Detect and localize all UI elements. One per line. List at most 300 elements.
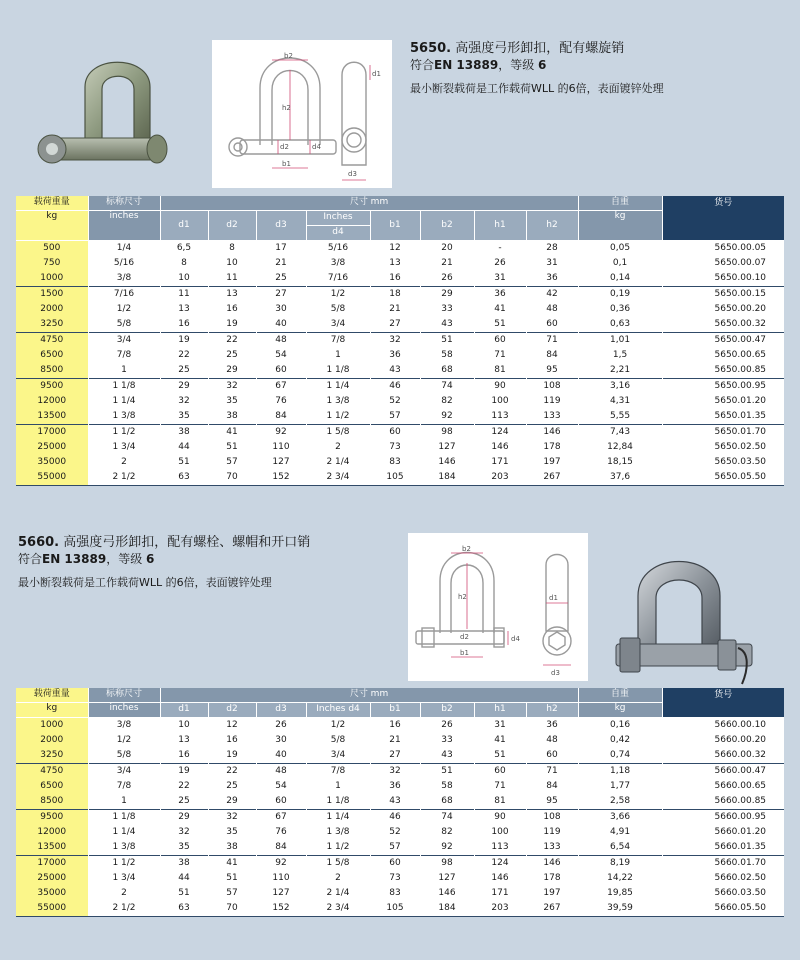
cell-code: 5650.00.05 xyxy=(662,240,784,256)
cell-d4: 1 1/8 xyxy=(306,363,370,379)
cell-d4: 1 xyxy=(306,779,370,794)
cell-load: 2000 xyxy=(16,733,88,748)
cell-d4: 2 xyxy=(306,440,370,455)
cell-b2: 184 xyxy=(420,470,474,486)
cell-d2: 32 xyxy=(208,809,256,825)
cell-d3: 92 xyxy=(256,855,306,871)
cell-d3: 60 xyxy=(256,363,306,379)
header-load-unit: kg xyxy=(16,702,88,717)
cell-h2: 133 xyxy=(526,840,578,856)
cell-b1: 83 xyxy=(370,455,420,470)
cell-code: 5660.00.20 xyxy=(662,733,784,748)
cell-weight: 0,36 xyxy=(578,302,662,317)
drawing-label-b1: b1 xyxy=(282,160,291,168)
shackle-dimension-drawing-5660 xyxy=(408,533,588,681)
cell-h1: 90 xyxy=(474,809,526,825)
cell-h1: 26 xyxy=(474,256,526,271)
cell-d1: 11 xyxy=(160,286,208,302)
cell-h2: 119 xyxy=(526,825,578,840)
cell-weight: 4,91 xyxy=(578,825,662,840)
cell-code: 5650.00.32 xyxy=(662,317,784,333)
cell-h1: 36 xyxy=(474,286,526,302)
cell-size: 1 1/4 xyxy=(88,394,160,409)
cell-size: 2 xyxy=(88,886,160,901)
cell-h1: 71 xyxy=(474,779,526,794)
spec-table-5650 xyxy=(16,196,784,486)
table-row xyxy=(16,733,784,748)
cell-d1: 44 xyxy=(160,871,208,886)
cell-load: 3250 xyxy=(16,317,88,333)
cell-code: 5650.00.47 xyxy=(662,332,784,348)
cell-weight: 1,5 xyxy=(578,348,662,363)
cell-load: 750 xyxy=(16,256,88,271)
cell-d2: 19 xyxy=(208,317,256,333)
header-dims-group: 尺寸 mm xyxy=(160,688,578,702)
cell-h2: 28 xyxy=(526,240,578,256)
product-name: 高强度弓形卸扣，配有螺旋销 xyxy=(455,41,625,56)
cell-code: 5650.01.35 xyxy=(662,409,784,425)
cell-d2: 29 xyxy=(208,794,256,810)
cell-d3: 48 xyxy=(256,332,306,348)
cell-d1: 44 xyxy=(160,440,208,455)
cell-size: 1 1/2 xyxy=(88,855,160,871)
cell-h2: 178 xyxy=(526,871,578,886)
cell-h2: 197 xyxy=(526,886,578,901)
cell-d2: 11 xyxy=(208,271,256,287)
cell-code: 5650.02.50 xyxy=(662,440,784,455)
cell-load: 6500 xyxy=(16,779,88,794)
drawing-label-d4: d4 xyxy=(511,635,520,643)
cell-size: 2 1/2 xyxy=(88,470,160,486)
cell-weight: 1,18 xyxy=(578,763,662,779)
header-size-unit: inches xyxy=(88,210,160,240)
cell-d2: 35 xyxy=(208,394,256,409)
cell-code: 5650.00.65 xyxy=(662,348,784,363)
cell-weight: 2,58 xyxy=(578,794,662,810)
cell-d2: 12 xyxy=(208,717,256,733)
cell-d1: 32 xyxy=(160,825,208,840)
cell-load: 25000 xyxy=(16,440,88,455)
cell-d4: 1 xyxy=(306,348,370,363)
cell-d1: 38 xyxy=(160,855,208,871)
cell-b2: 146 xyxy=(420,886,474,901)
table-row xyxy=(16,455,784,470)
product-title xyxy=(18,534,310,551)
cell-size: 1 1/2 xyxy=(88,424,160,440)
drawing-label-b2: b2 xyxy=(462,545,471,553)
header-d4-inches: Inches d4 xyxy=(306,702,370,717)
cell-h1: 124 xyxy=(474,424,526,440)
cell-b1: 73 xyxy=(370,440,420,455)
cell-d2: 51 xyxy=(208,440,256,455)
drawing-label-h2: h2 xyxy=(282,104,291,112)
cell-b1: 21 xyxy=(370,733,420,748)
cell-h1: 31 xyxy=(474,717,526,733)
cell-h1: 41 xyxy=(474,733,526,748)
table-row xyxy=(16,348,784,363)
cell-d3: 127 xyxy=(256,455,306,470)
cell-d4: 1 1/4 xyxy=(306,809,370,825)
cell-b1: 60 xyxy=(370,855,420,871)
header-b1: b1 xyxy=(370,702,420,717)
cell-h2: 36 xyxy=(526,271,578,287)
drawing-label-b2: b2 xyxy=(284,52,293,60)
cell-b2: 74 xyxy=(420,378,474,394)
cell-b2: 33 xyxy=(420,733,474,748)
cell-b1: 16 xyxy=(370,271,420,287)
cell-code: 5650.00.07 xyxy=(662,256,784,271)
cell-weight: 39,59 xyxy=(578,901,662,917)
cell-d1: 22 xyxy=(160,348,208,363)
cell-h2: 108 xyxy=(526,378,578,394)
header-h2: h2 xyxy=(526,210,578,240)
cell-code: 5660.01.70 xyxy=(662,855,784,871)
cell-d4: 1 1/4 xyxy=(306,378,370,394)
drawing-label-d2: d2 xyxy=(280,143,289,151)
cell-code: 5660.00.10 xyxy=(662,717,784,733)
cell-size: 1/2 xyxy=(88,302,160,317)
cell-d2: 8 xyxy=(208,240,256,256)
product-number: 5660. xyxy=(18,535,60,550)
cell-h1: 90 xyxy=(474,378,526,394)
drawing-label-d4: d4 xyxy=(312,143,321,151)
cell-size: 1 3/4 xyxy=(88,871,160,886)
cell-code: 5660.01.20 xyxy=(662,825,784,840)
cell-d2: 22 xyxy=(208,763,256,779)
cell-b1: 73 xyxy=(370,871,420,886)
cell-d2: 32 xyxy=(208,378,256,394)
cell-h1: 100 xyxy=(474,394,526,409)
cell-b2: 98 xyxy=(420,424,474,440)
cell-h2: 60 xyxy=(526,748,578,764)
cell-d4: 1 1/2 xyxy=(306,409,370,425)
cell-d4: 2 3/4 xyxy=(306,901,370,917)
cell-b2: 58 xyxy=(420,779,474,794)
table-row xyxy=(16,794,784,810)
cell-b1: 21 xyxy=(370,302,420,317)
cell-d2: 16 xyxy=(208,302,256,317)
cell-h1: 60 xyxy=(474,763,526,779)
table-row xyxy=(16,424,784,440)
cell-weight: 7,43 xyxy=(578,424,662,440)
cell-code: 5650.00.95 xyxy=(662,378,784,394)
cell-code: 5660.00.65 xyxy=(662,779,784,794)
cell-size: 7/8 xyxy=(88,779,160,794)
header-d2: d2 xyxy=(208,702,256,717)
cell-size: 1 1/4 xyxy=(88,825,160,840)
spec-table-5660 xyxy=(16,688,784,917)
cell-d4: 1 3/8 xyxy=(306,394,370,409)
cell-d4: 7/16 xyxy=(306,271,370,287)
cell-code: 5650.00.15 xyxy=(662,286,784,302)
cell-b1: 13 xyxy=(370,256,420,271)
cell-b2: 92 xyxy=(420,409,474,425)
cell-b2: 26 xyxy=(420,717,474,733)
table-row xyxy=(16,779,784,794)
cell-d3: 84 xyxy=(256,409,306,425)
cell-d2: 70 xyxy=(208,470,256,486)
cell-d1: 51 xyxy=(160,886,208,901)
cell-weight: 0,19 xyxy=(578,286,662,302)
header-weight-unit: kg xyxy=(578,702,662,717)
cell-b1: 57 xyxy=(370,409,420,425)
header-h1: h1 xyxy=(474,210,526,240)
cell-size: 7/8 xyxy=(88,348,160,363)
cell-b2: 127 xyxy=(420,871,474,886)
cell-b1: 32 xyxy=(370,763,420,779)
cell-h1: 146 xyxy=(474,440,526,455)
cell-h1: 171 xyxy=(474,455,526,470)
cell-size: 2 xyxy=(88,455,160,470)
cell-d3: 67 xyxy=(256,378,306,394)
table-row xyxy=(16,302,784,317)
cell-d2: 19 xyxy=(208,748,256,764)
table-row xyxy=(16,378,784,394)
cell-b1: 27 xyxy=(370,317,420,333)
cell-h2: 95 xyxy=(526,794,578,810)
table-row xyxy=(16,901,784,917)
table-row xyxy=(16,440,784,455)
header-d1: d1 xyxy=(160,210,208,240)
cell-code: 5650.01.20 xyxy=(662,394,784,409)
cell-load: 1000 xyxy=(16,717,88,733)
cell-load: 8500 xyxy=(16,363,88,379)
table-row xyxy=(16,363,784,379)
cell-d4: 2 xyxy=(306,871,370,886)
cell-b2: 43 xyxy=(420,748,474,764)
cell-b2: 58 xyxy=(420,348,474,363)
cell-size: 1 xyxy=(88,363,160,379)
standard-prefix: 符合 xyxy=(410,58,435,72)
cell-load: 55000 xyxy=(16,901,88,917)
standard-line xyxy=(410,57,664,74)
cell-size: 1/2 xyxy=(88,733,160,748)
table-row xyxy=(16,855,784,871)
table-row xyxy=(16,317,784,333)
cell-d3: 92 xyxy=(256,424,306,440)
cell-d4: 2 1/4 xyxy=(306,455,370,470)
cell-size: 3/8 xyxy=(88,271,160,287)
cell-h1: 113 xyxy=(474,840,526,856)
cell-d2: 35 xyxy=(208,825,256,840)
cell-weight: 0,42 xyxy=(578,733,662,748)
cell-b1: 12 xyxy=(370,240,420,256)
grade-prefix: ，等级 xyxy=(106,552,143,566)
cell-d3: 67 xyxy=(256,809,306,825)
cell-b1: 16 xyxy=(370,717,420,733)
cell-d3: 27 xyxy=(256,286,306,302)
header-load-cn: 载荷重量 xyxy=(16,196,88,210)
cell-d3: 30 xyxy=(256,302,306,317)
cell-d2: 41 xyxy=(208,424,256,440)
drawing-label-h2: h2 xyxy=(458,593,467,601)
cell-load: 3250 xyxy=(16,748,88,764)
cell-code: 5660.00.47 xyxy=(662,763,784,779)
cell-weight: 19,85 xyxy=(578,886,662,901)
header-dims-group: 尺寸 mm xyxy=(160,196,578,210)
cell-load: 9500 xyxy=(16,378,88,394)
cell-d2: 22 xyxy=(208,332,256,348)
cell-code: 5650.00.85 xyxy=(662,363,784,379)
cell-code: 5660.00.95 xyxy=(662,809,784,825)
table-row xyxy=(16,332,784,348)
cell-b2: 98 xyxy=(420,855,474,871)
cell-b2: 92 xyxy=(420,840,474,856)
cell-d1: 19 xyxy=(160,763,208,779)
header-h1: h1 xyxy=(474,702,526,717)
cell-h1: 60 xyxy=(474,332,526,348)
cell-d2: 57 xyxy=(208,886,256,901)
cell-h2: 84 xyxy=(526,779,578,794)
cell-d1: 63 xyxy=(160,470,208,486)
cell-b1: 83 xyxy=(370,886,420,901)
cell-d2: 51 xyxy=(208,871,256,886)
cell-code: 5650.05.50 xyxy=(662,470,784,486)
header-load-unit: kg xyxy=(16,210,88,240)
standard-code: EN 13889 xyxy=(42,552,107,566)
cell-code: 5650.00.10 xyxy=(662,271,784,287)
cell-weight: 0,1 xyxy=(578,256,662,271)
shackle-dimension-drawing-5650 xyxy=(212,40,392,188)
cell-weight: 1,77 xyxy=(578,779,662,794)
cell-h1: 203 xyxy=(474,901,526,917)
cell-d1: 29 xyxy=(160,809,208,825)
cell-weight: 0,05 xyxy=(578,240,662,256)
cell-h1: 51 xyxy=(474,748,526,764)
cell-d1: 35 xyxy=(160,840,208,856)
cell-code: 5660.02.50 xyxy=(662,871,784,886)
cell-d1: 13 xyxy=(160,302,208,317)
cell-d1: 51 xyxy=(160,455,208,470)
product-heading-5650 xyxy=(410,40,664,97)
cell-d2: 38 xyxy=(208,409,256,425)
standard-line xyxy=(18,551,310,568)
cell-size: 1 xyxy=(88,794,160,810)
cell-weight: 0,14 xyxy=(578,271,662,287)
header-b2: b2 xyxy=(420,702,474,717)
cell-h1: 100 xyxy=(474,825,526,840)
cell-h1: 71 xyxy=(474,348,526,363)
cell-b2: 82 xyxy=(420,394,474,409)
table-row xyxy=(16,256,784,271)
cell-size: 3/8 xyxy=(88,717,160,733)
cell-h2: 95 xyxy=(526,363,578,379)
cell-d4: 5/16 xyxy=(306,240,370,256)
cell-code: 5660.05.50 xyxy=(662,901,784,917)
cell-weight: 6,54 xyxy=(578,840,662,856)
cell-d3: 54 xyxy=(256,779,306,794)
cell-code: 5660.03.50 xyxy=(662,886,784,901)
cell-d2: 29 xyxy=(208,363,256,379)
cell-b2: 51 xyxy=(420,332,474,348)
cell-code: 5660.00.85 xyxy=(662,794,784,810)
cell-d1: 63 xyxy=(160,901,208,917)
cell-size: 2 1/2 xyxy=(88,901,160,917)
cell-h2: 71 xyxy=(526,763,578,779)
cell-d1: 10 xyxy=(160,271,208,287)
cell-h2: 36 xyxy=(526,717,578,733)
table-row xyxy=(16,809,784,825)
drawing-label-d3: d3 xyxy=(551,669,560,677)
cell-d2: 38 xyxy=(208,840,256,856)
cell-h2: 42 xyxy=(526,286,578,302)
cell-b1: 32 xyxy=(370,332,420,348)
cell-h1: 113 xyxy=(474,409,526,425)
cell-d4: 3/8 xyxy=(306,256,370,271)
cell-h2: 48 xyxy=(526,733,578,748)
cell-h2: 108 xyxy=(526,809,578,825)
cell-weight: 12,84 xyxy=(578,440,662,455)
cell-d1: 38 xyxy=(160,424,208,440)
cell-load: 4750 xyxy=(16,332,88,348)
cell-d3: 21 xyxy=(256,256,306,271)
cell-weight: 8,19 xyxy=(578,855,662,871)
cell-d2: 70 xyxy=(208,901,256,917)
cell-b2: 51 xyxy=(420,763,474,779)
cell-b1: 36 xyxy=(370,779,420,794)
product-section-5660 xyxy=(0,520,800,960)
header-size-unit: inches xyxy=(88,702,160,717)
cell-d2: 57 xyxy=(208,455,256,470)
cell-weight: 1,01 xyxy=(578,332,662,348)
cell-h2: 71 xyxy=(526,332,578,348)
cell-h2: 197 xyxy=(526,455,578,470)
cell-h2: 48 xyxy=(526,302,578,317)
table-row xyxy=(16,271,784,287)
cell-load: 4750 xyxy=(16,763,88,779)
cell-load: 35000 xyxy=(16,455,88,470)
cell-b1: 46 xyxy=(370,809,420,825)
cell-load: 13500 xyxy=(16,409,88,425)
header-d4-inches: Inches xyxy=(306,210,370,225)
cell-b1: 43 xyxy=(370,363,420,379)
cell-b1: 36 xyxy=(370,348,420,363)
cell-h1: 124 xyxy=(474,855,526,871)
cell-b1: 18 xyxy=(370,286,420,302)
cell-d3: 54 xyxy=(256,348,306,363)
cell-h1: 203 xyxy=(474,470,526,486)
cell-d2: 13 xyxy=(208,286,256,302)
table-row xyxy=(16,825,784,840)
table-row xyxy=(16,240,784,256)
cell-load: 13500 xyxy=(16,840,88,856)
cell-d4: 5/8 xyxy=(306,302,370,317)
cell-weight: 0,74 xyxy=(578,748,662,764)
cell-h1: 51 xyxy=(474,317,526,333)
cell-size: 5/8 xyxy=(88,317,160,333)
standard-prefix: 符合 xyxy=(18,552,43,566)
drawing-label-d1: d1 xyxy=(549,594,558,602)
header-d4: d4 xyxy=(306,225,370,240)
cell-d3: 40 xyxy=(256,748,306,764)
cell-weight: 4,31 xyxy=(578,394,662,409)
cell-b2: 20 xyxy=(420,240,474,256)
drawing-label-d1: d1 xyxy=(372,70,381,78)
cell-size: 7/16 xyxy=(88,286,160,302)
cell-d2: 25 xyxy=(208,779,256,794)
cell-d1: 16 xyxy=(160,748,208,764)
cell-size: 1 3/8 xyxy=(88,840,160,856)
standard-code: EN 13889 xyxy=(434,58,499,72)
cell-b2: 68 xyxy=(420,363,474,379)
cell-load: 9500 xyxy=(16,809,88,825)
cell-h2: 146 xyxy=(526,424,578,440)
cell-d3: 76 xyxy=(256,394,306,409)
cell-load: 17000 xyxy=(16,855,88,871)
cell-b2: 82 xyxy=(420,825,474,840)
cell-b1: 57 xyxy=(370,840,420,856)
cell-size: 5/8 xyxy=(88,748,160,764)
